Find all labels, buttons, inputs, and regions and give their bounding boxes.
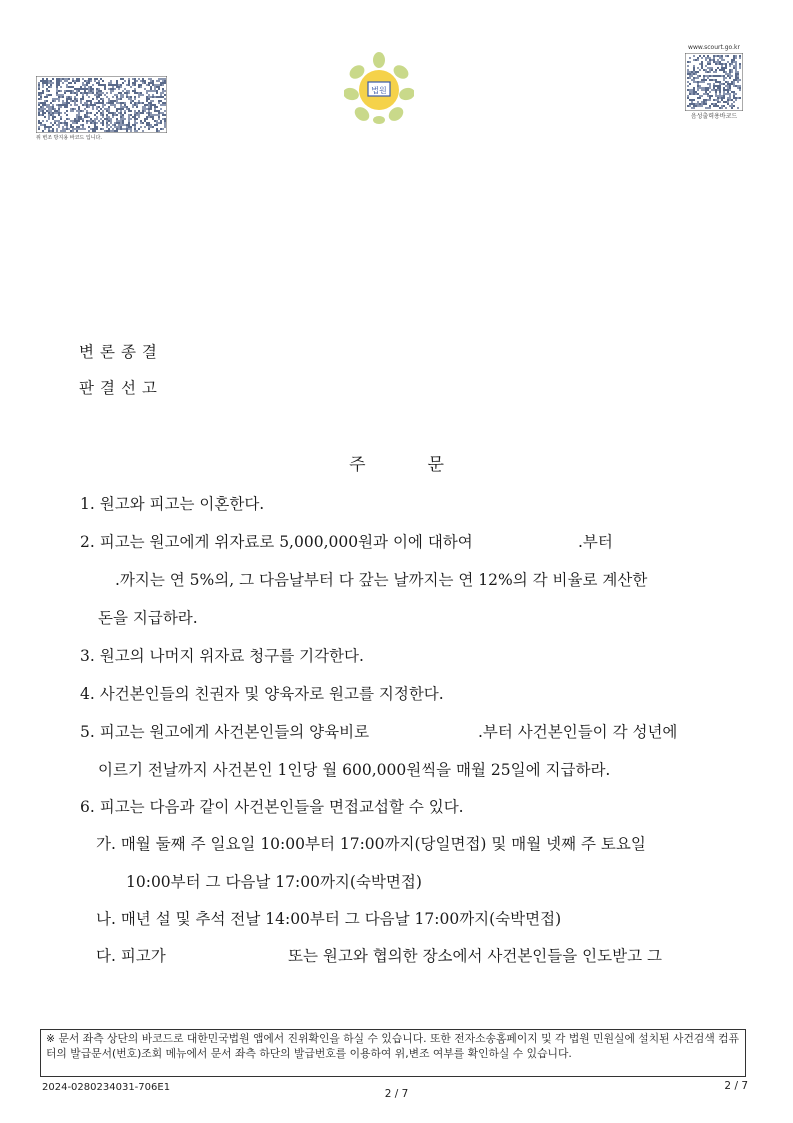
- page-number-right: 2 / 7: [724, 1080, 748, 1092]
- order-item-4: 4. 사건본인들의 친권자 및 양육자로 원고를 지정한다.: [80, 685, 444, 703]
- title-char-1: 주: [349, 455, 366, 475]
- emblem-label: 법원: [371, 86, 387, 95]
- order-item-3: 3. 원고의 나머지 위자료 청구를 기각한다.: [80, 647, 364, 665]
- argument-closed-label: 변론종결: [79, 343, 163, 361]
- order-item-6-ga-cont: 10:00부터 그 다음날 17:00까지(숙박면접): [126, 873, 422, 891]
- order-item-6: 6. 피고는 다음과 같이 사건본인들을 면접교섭할 수 있다.: [80, 798, 464, 816]
- verification-barcode: [36, 76, 167, 133]
- order-item-2-cont-1: .까지는 연 5%의, 그 다음날부터 다 갚는 날까지는 연 12%의 각 비율로 계산한: [115, 571, 648, 589]
- page-number: 2 / 7: [384, 1088, 409, 1100]
- court-website-url: www.scourt.go.kr: [688, 44, 740, 51]
- authenticity-notice: ※ 문서 좌측 상단의 바코드로 대한민국법원 앱에서 진위확인을 하실 수 있습니다. 또한 전자소송홈페이지 및 각 법원 민원실에 설치된 사건검색 컴퓨터의 발급문서(번호)조회 메뉴에서 문서 좌측 하단의 발급번호를 이용하여 위,변조 여부를 확인하실 수 있습니다.: [40, 1029, 746, 1077]
- title-char-2: 문: [427, 455, 444, 475]
- voice-output-barcode: [685, 53, 743, 111]
- order-item-6-na: 나. 매년 설 및 추석 전날 14:00부터 그 다음날 17:00까지(숙박면접): [96, 910, 562, 928]
- issue-number: 2024-0280234031-706E1: [42, 1082, 171, 1093]
- order-item-1: 1. 원고와 피고는 이혼한다.: [80, 495, 265, 513]
- voice-barcode-caption: 음성출력용바코드: [690, 113, 738, 120]
- order-item-6-da-cont: 또는 원고와 협의한 장소에서 사건본인들을 인도받고 그: [288, 947, 662, 965]
- order-item-5-cont: 이르기 전날까지 사건본인 1인당 월 600,000원씩을 매월 25일에 지급하라.: [98, 761, 611, 779]
- court-emblem-icon: [344, 52, 414, 124]
- order-item-5: 5. 피고는 원고에게 사건본인들의 양육비로: [80, 723, 370, 741]
- order-item-2-cont-2: 돈을 지급하라.: [98, 609, 198, 627]
- barcode-caption: 위 변조 방지용 바코드 입니다.: [36, 135, 102, 141]
- order-item-5-from: .부터 사건본인들이 각 성년에: [478, 723, 678, 741]
- order-item-6-da: 다. 피고가: [96, 947, 166, 965]
- judgment-announced-label: 판결선고: [79, 379, 163, 397]
- order-item-6-ga: 가. 매월 둘째 주 일요일 10:00부터 17:00까지(당일면접) 및 매월 넷째 주 토요일: [96, 835, 646, 853]
- section-title-disposition: [0, 455, 793, 475]
- order-item-2-from: .부터: [578, 533, 613, 551]
- order-item-2: 2. 피고는 원고에게 위자료로 5,000,000원과 이에 대하여: [80, 533, 473, 551]
